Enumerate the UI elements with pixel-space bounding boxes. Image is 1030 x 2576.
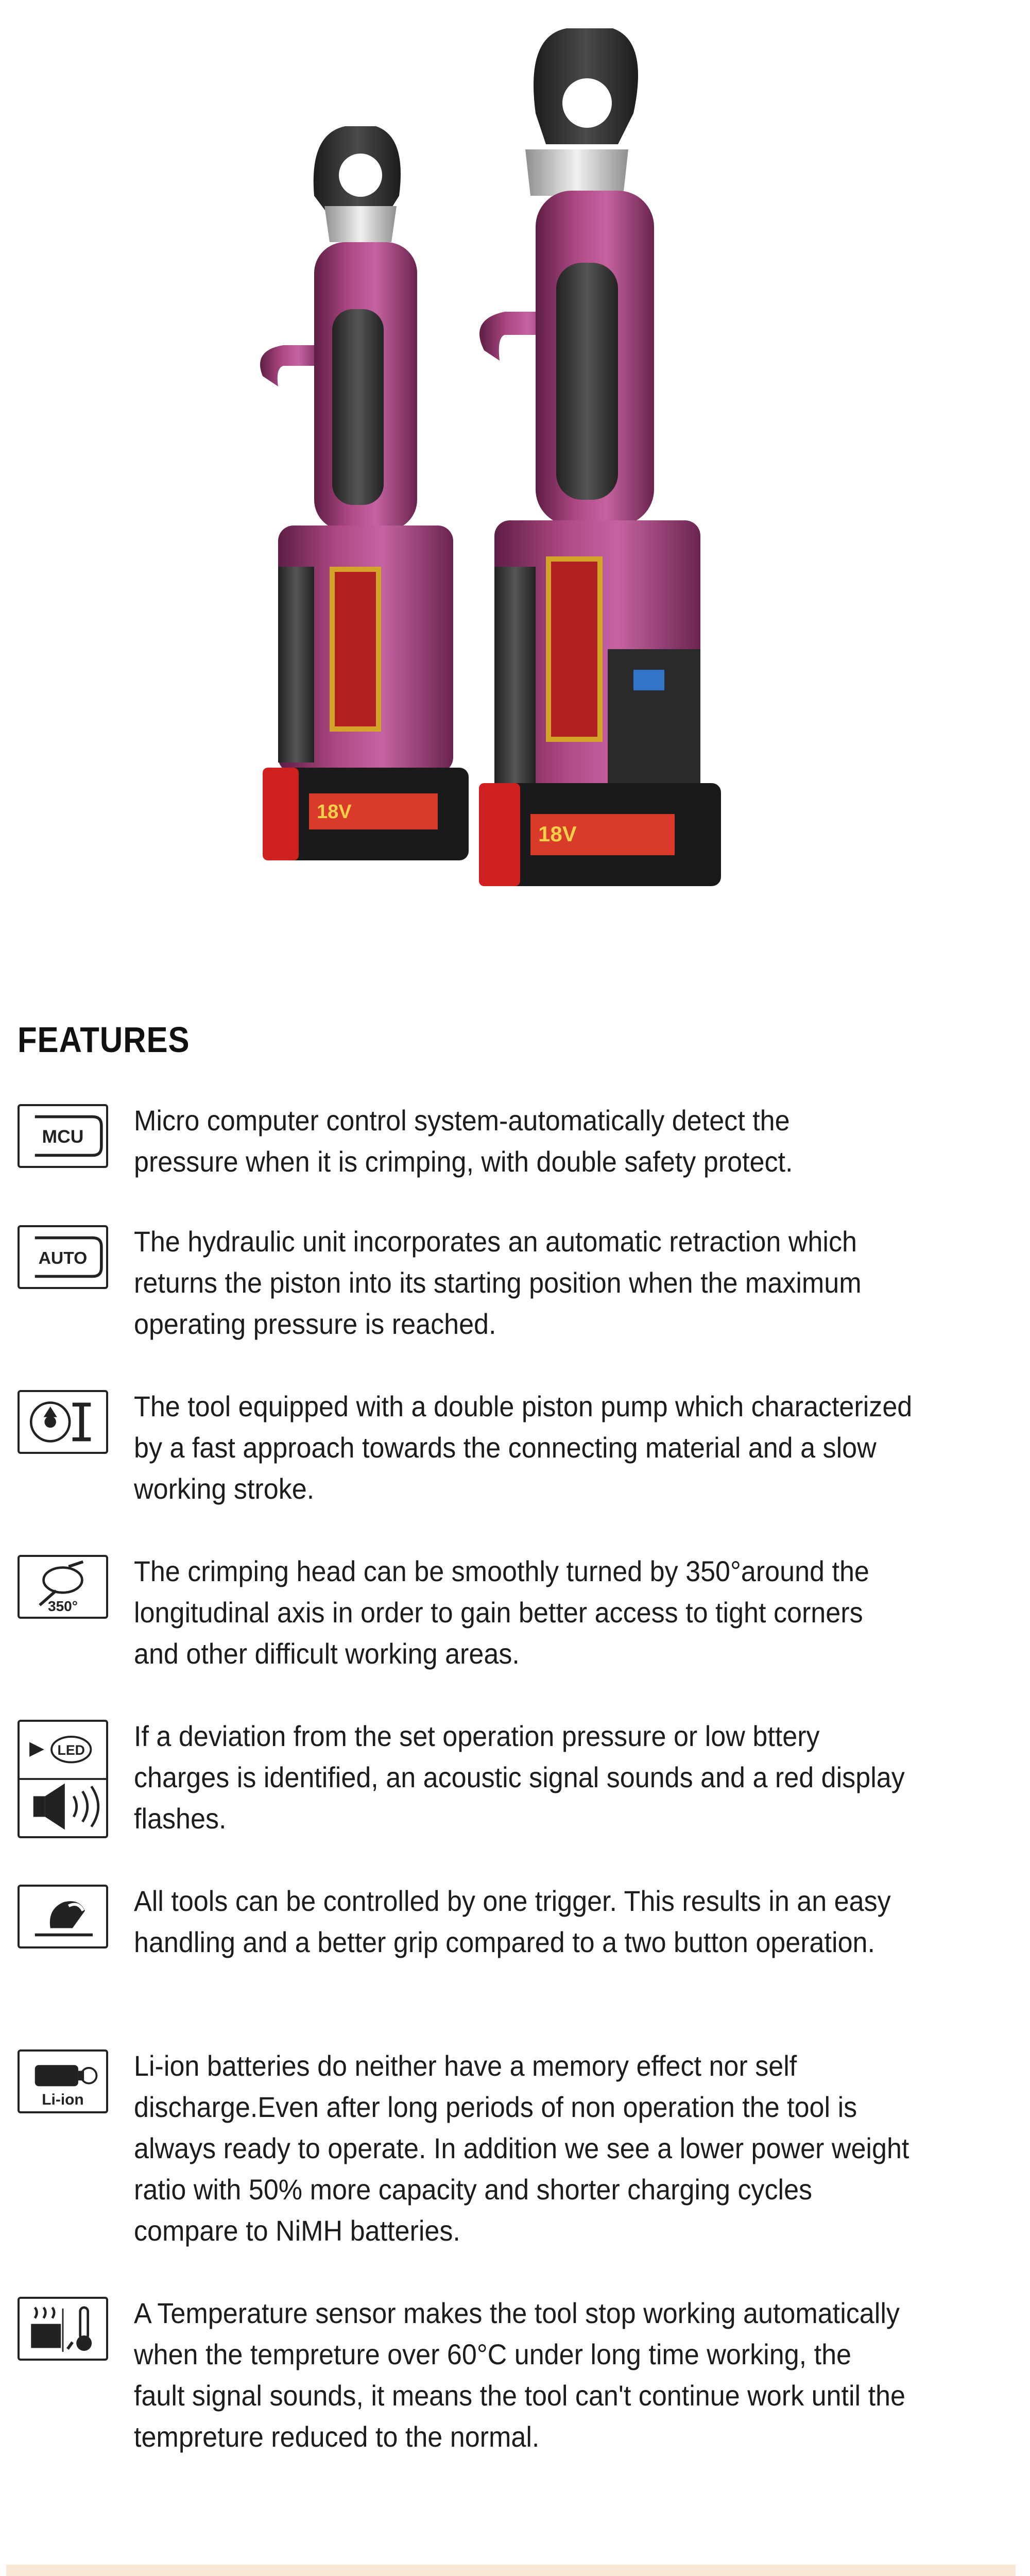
svg-text:18V: 18V <box>317 801 352 823</box>
rotation-350-icon <box>18 1555 108 1619</box>
feature-text: All tools can be controlled by one trigger. This results in an easy handling and a better grip compared to a two button operation. <box>134 1885 891 1958</box>
mcu-icon <box>18 1104 108 1168</box>
one-trigger-icon <box>18 1885 108 1948</box>
feature-text: Micro computer control system-automatically detect the pressure when it is crimping, with double safety protect. <box>134 1104 793 1178</box>
feature-text: The hydraulic unit incorporates an automatic retraction which returns the piston into its starting position when the maximum operating pressure is reached. <box>134 1225 862 1340</box>
svg-text:350°: 350° <box>47 1598 78 1614</box>
double-piston-pump-icon <box>18 1390 108 1454</box>
feature-text: Li-ion batteries do neither have a memory effect nor self discharge.Even after long periods of non operation the tool is always ready to operate. In addition we see a lower power weight ratio with 50% more capacity and shorter charging cycles compare to NiMH batteries. <box>134 2049 909 2247</box>
technical-data-table <box>6 2565 1016 2576</box>
hero-product-image <box>196 21 762 917</box>
technical-data-heading <box>6 2565 1016 2576</box>
feature-text: The tool equipped with a double piston pump which characterized by a fast approach towards the connecting material and a slow working stroke. <box>134 1390 913 1505</box>
li-ion-icon <box>18 2049 108 2113</box>
svg-text:LED: LED <box>57 1742 85 1758</box>
small-tool-illustration <box>246 126 469 860</box>
svg-text:18V: 18V <box>538 822 577 846</box>
led-alarm-icon <box>18 1720 108 1838</box>
feature-text: The crimping head can be smoothly turned by 350°around the longitudinal axis in order to gain better access to tight corners and other difficult working areas. <box>134 1555 869 1670</box>
svg-text:MCU: MCU <box>42 1126 84 1147</box>
large-tool-illustration <box>479 28 721 886</box>
feature-text: If a deviation from the set operation pressure or low bttery charges is identified, an acoustic signal sounds and a red display flashes. <box>134 1720 905 1835</box>
svg-text:Li-ion: Li-ion <box>42 2091 84 2108</box>
svg-text:AUTO: AUTO <box>38 1249 88 1268</box>
temperature-sensor-icon <box>18 2297 108 2361</box>
features-heading: FEATURES <box>18 1020 190 1060</box>
feature-text: A Temperature sensor makes the tool stop working automatically when the tempreture over 60°C under long time working, the fault signal sounds, it means the tool can't continue work until the tempreture reduced to the normal. <box>134 2297 905 2453</box>
auto-retraction-icon <box>18 1225 108 1289</box>
